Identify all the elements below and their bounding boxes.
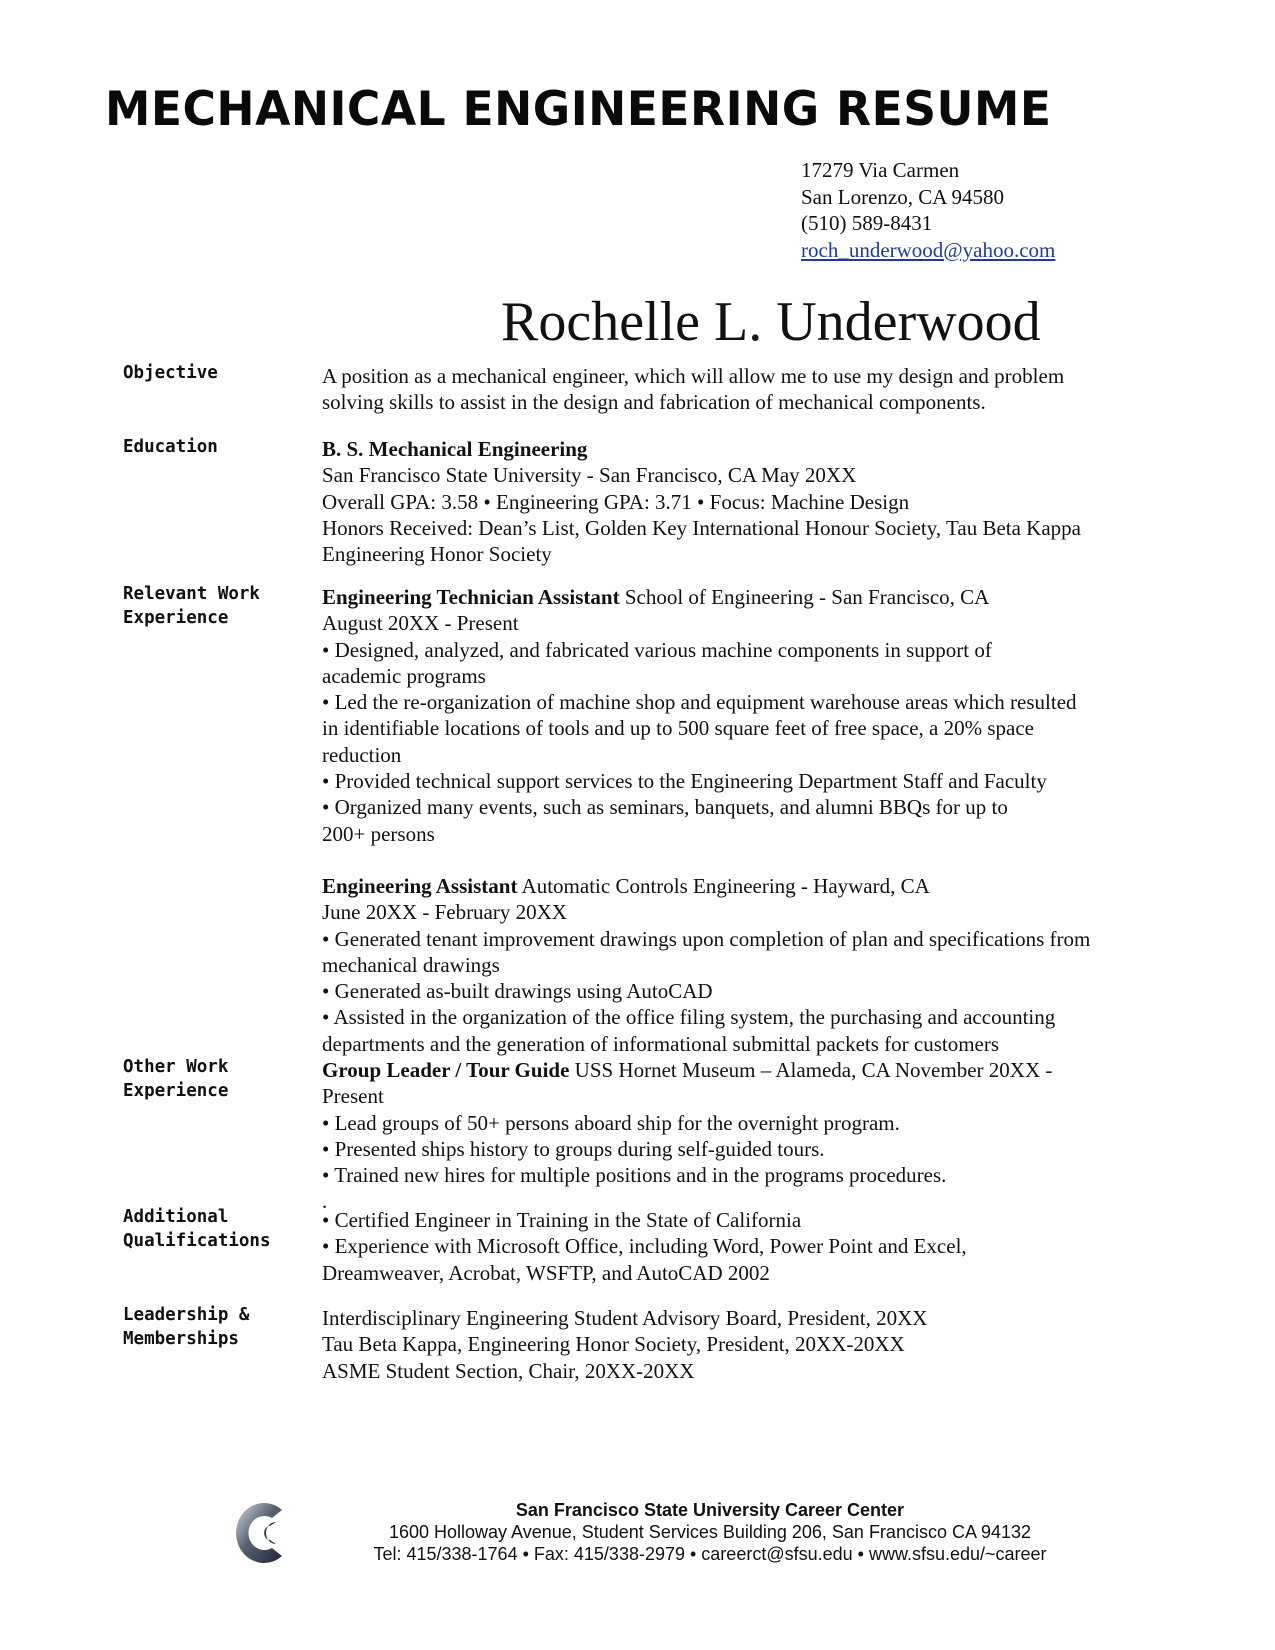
- job-line: academic programs: [322, 663, 486, 688]
- sfsu-c-logo-icon: [232, 1500, 286, 1566]
- job-line: Present: [322, 1084, 384, 1109]
- section-label-leadership: Leadership & Memberships: [123, 1305, 250, 1349]
- phone-number: (510) 589-8431: [801, 211, 933, 235]
- section-label-other-work: Other Work Experience: [123, 1057, 229, 1101]
- job-heading: [322, 584, 1182, 610]
- job-line: .: [322, 1189, 328, 1214]
- email-link[interactable]: roch_underwood@yahoo.com: [801, 237, 1056, 262]
- job-line: • Assisted in the organization of the office filing system, the purchasing and accounting: [322, 1005, 1056, 1030]
- job-line: departments and the generation of informational submittal packets for customers: [322, 1031, 1000, 1056]
- membership-line: Tau Beta Kappa, Engineering Honor Society, President, 20XX-20XX: [322, 1332, 905, 1357]
- job-line: • Designed, analyzed, and fabricated various machine components in support of: [322, 637, 992, 662]
- qualification-line: Dreamweaver, Acrobat, WSFTP, and AutoCAD 2002: [322, 1260, 770, 1285]
- education-line: Engineering Honor Society: [322, 542, 552, 567]
- qualification-line: • Certified Engineer in Training in the State of California: [322, 1208, 802, 1232]
- job-line: mechanical drawings: [322, 952, 500, 977]
- job-line: • Generated tenant improvement drawings upon completion of plan and specifications from: [322, 926, 1091, 951]
- education-section: [322, 436, 1182, 567]
- job-line: in identifiable locations of tools and up to 500 square feet of free space, a 20% space: [322, 716, 1035, 741]
- job-heading: [322, 873, 1182, 899]
- section-label-relevant-work: Relevant Work Experience: [123, 584, 260, 628]
- job-line: • Lead groups of 50+ persons aboard ship for the overnight program.: [322, 1110, 900, 1135]
- objective-line: solving skills to assist in the design and fabrication of mechanical components.: [322, 390, 986, 415]
- section-label-objective: Objective: [123, 363, 218, 383]
- address-line-1: 17279 Via Carmen: [801, 158, 960, 182]
- contact-address: [801, 157, 1055, 263]
- education-line: Overall GPA: 3.58 • Engineering GPA: 3.71 • Focus: Machine Design: [322, 489, 910, 514]
- footer-contact: Tel: 415/338-1764 • Fax: 415/338-2979 • careerct@sfsu.edu • www.sfsu.edu/~career: [373, 1544, 1047, 1564]
- job-heading: [322, 1057, 1182, 1083]
- address-line-2: San Lorenzo, CA 94580: [801, 184, 1004, 209]
- job-employer: Automatic Controls Engineering - Hayward, CA: [517, 873, 930, 898]
- job-line: • Provided technical support services to the Engineering Department Staff and Faculty: [322, 769, 1047, 794]
- additional-section: [322, 1207, 1182, 1286]
- job-title: Engineering Technician Assistant: [322, 585, 620, 609]
- education-line: Honors Received: Dean’s List, Golden Key International Honour Society, Tau Beta Kappa: [322, 515, 1081, 540]
- education-line: San Francisco State University - San Francisco, CA May 20XX: [322, 463, 857, 488]
- membership-line: Interdisciplinary Engineering Student Advisory Board, President, 20XX: [322, 1306, 928, 1330]
- job-line: reduction: [322, 742, 402, 767]
- job-line: June 20XX - February 20XX: [322, 900, 567, 925]
- job-employer: School of Engineering - San Francisco, CA: [619, 585, 990, 609]
- footer-address: 1600 Holloway Avenue, Student Services Building 206, San Francisco CA 94132: [388, 1522, 1032, 1542]
- section-label-education: Education: [123, 437, 218, 457]
- other-work-section: [322, 1057, 1182, 1215]
- job-employer: USS Hornet Museum – Alameda, CA November 20XX -: [569, 1058, 1053, 1082]
- qualification-line: • Experience with Microsoft Office, including Word, Power Point and Excel,: [322, 1234, 967, 1259]
- job-line: August 20XX - Present: [322, 611, 519, 636]
- candidate-name: Rochelle L. Underwood: [501, 291, 1041, 353]
- degree-title: B. S. Mechanical Engineering: [322, 437, 588, 461]
- leadership-section: [322, 1305, 1182, 1384]
- objective-section: [322, 363, 1182, 416]
- job-line: • Presented ships history to groups during self-guided tours.: [322, 1136, 825, 1161]
- section-label-additional: Additional Qualifications: [123, 1207, 271, 1251]
- job-title: Engineering Assistant: [322, 873, 518, 898]
- job-line: • Trained new hires for multiple positions and in the programs procedures.: [322, 1163, 947, 1188]
- membership-line: ASME Student Section, Chair, 20XX-20XX: [322, 1358, 695, 1383]
- footer-org: San Francisco State University Career Center: [515, 1500, 905, 1520]
- career-center-footer: [330, 1499, 1090, 1565]
- relevant-work-section: [322, 584, 1182, 1057]
- objective-line: A position as a mechanical engineer, which will allow me to use my design and problem: [322, 364, 1065, 388]
- job-title: Group Leader / Tour Guide: [322, 1058, 570, 1082]
- job-line: 200+ persons: [322, 821, 435, 846]
- job-line: • Organized many events, such as seminars, banquets, and alumni BBQs for up to: [322, 795, 1008, 820]
- job-line: • Led the re-organization of machine shop and equipment warehouse areas which resulted: [322, 690, 1077, 715]
- document-title: MECHANICAL ENGINEERING RESUME: [105, 82, 1052, 137]
- job-line: • Generated as-built drawings using AutoCAD: [322, 979, 713, 1004]
